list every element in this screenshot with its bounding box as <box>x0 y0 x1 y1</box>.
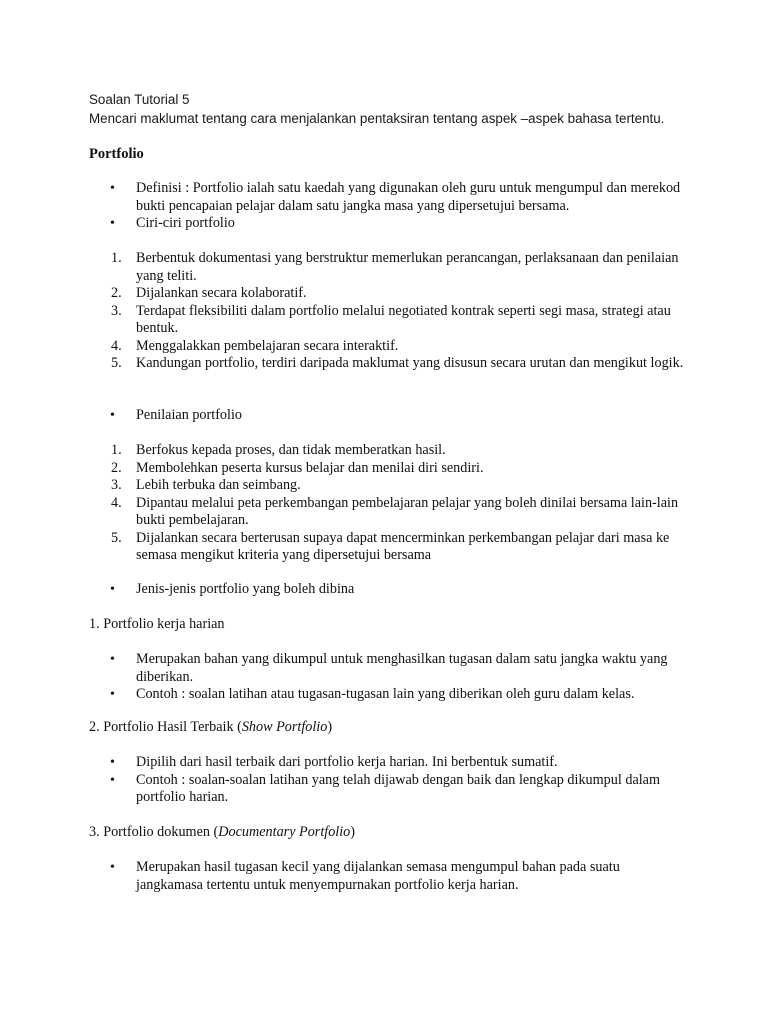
type1-list <box>89 651 688 704</box>
type1-label: 1. Portfolio kerja harian <box>89 616 225 632</box>
list-item: • Ciri-ciri portfolio <box>89 215 688 233</box>
type3-list <box>89 859 688 894</box>
list-item: 5. Dijalankan secara berterusan supaya dapat mencerminkan perkembangan pelajar dari masa ke semasa mengikut kriteria yang dipersetujui bersama <box>111 529 670 563</box>
list-item: • Contoh : soalan-soalan latihan yang telah dijawab dengan baik dan lengkap dikumpul dalam portfolio harian. <box>89 772 688 807</box>
type2-list <box>89 754 688 807</box>
list-item: 3. Lebih terbuka dan seimbang. <box>111 477 301 493</box>
section-heading: Portfolio <box>89 146 144 162</box>
list-item: 4. Menggalakkan pembelajaran secara interaktif. <box>111 337 399 354</box>
document-title: Soalan Tutorial 5 <box>89 92 190 107</box>
penilaian-bullet-section <box>89 407 688 425</box>
list-item: • Contoh : soalan latihan atau tugasan-tugasan lain yang diberikan oleh guru dalam kelas. <box>89 686 688 704</box>
list-item: • Merupakan hasil tugasan kecil yang dijalankan semasa mengumpul bahan pada suatu jangkamasa tertentu untuk menyempurnakan portfolio kerja harian. <box>89 859 688 894</box>
list-item: • Penilaian portfolio <box>89 407 688 425</box>
list-item: 4. Dipantau melalui peta perkembangan pembelajaran pelajar yang boleh dinilai bersama lain-lain bukti pembelajaran. <box>111 494 679 528</box>
list-item: 5. Kandungan portfolio, terdiri daripada maklumat yang disusun secara urutan dan mengikut logik. <box>111 355 684 371</box>
list-item: • Merupakan bahan yang dikumpul untuk menghasilkan tugasan dalam satu jangka waktu yang diberikan. <box>89 651 688 686</box>
definition-section <box>89 180 688 233</box>
document-subtitle: Mencari maklumat tentang cara menjalankan pentaksiran tentang aspek –aspek bahasa tertentu. <box>89 111 665 126</box>
list-item: • Definisi : Portfolio ialah satu kaedah yang digunakan oleh guru untuk mengumpul dan merekod bukti pencapaian pelajar dalam satu jangka masa yang dipersetujui bersama. <box>89 180 688 215</box>
type2-label: 2. Portfolio Hasil Terbaik (Show Portfolio) <box>89 719 333 735</box>
list-item: • Dipilih dari hasil terbaik dari portfolio kerja harian. Ini berbentuk sumatif. <box>89 754 688 772</box>
ciri-list <box>89 250 688 373</box>
type3-label: 3. Portfolio dokumen (Documentary Portfolio) <box>89 824 356 840</box>
list-item: 3. Terdapat fleksibiliti dalam portfolio melalui negotiated kontrak seperti segi masa, strategi atau bentuk. <box>111 302 671 336</box>
list-item: 2. Membolehkan peserta kursus belajar dan menilai diri sendiri. <box>111 459 484 476</box>
penilaian-list <box>89 442 688 565</box>
document-header <box>89 90 664 128</box>
list-item: 1. Berbentuk dokumentasi yang berstruktur memerlukan perancangan, perlaksanaan dan penilaian yang teliti. <box>111 250 679 284</box>
list-item: 2. Dijalankan secara kolaboratif. <box>111 285 307 301</box>
jenis-bullet-section <box>89 581 688 599</box>
list-item: • Jenis-jenis portfolio yang boleh dibina <box>89 581 688 599</box>
list-item: 1. Berfokus kepada proses, dan tidak memberatkan hasil. <box>111 442 446 458</box>
